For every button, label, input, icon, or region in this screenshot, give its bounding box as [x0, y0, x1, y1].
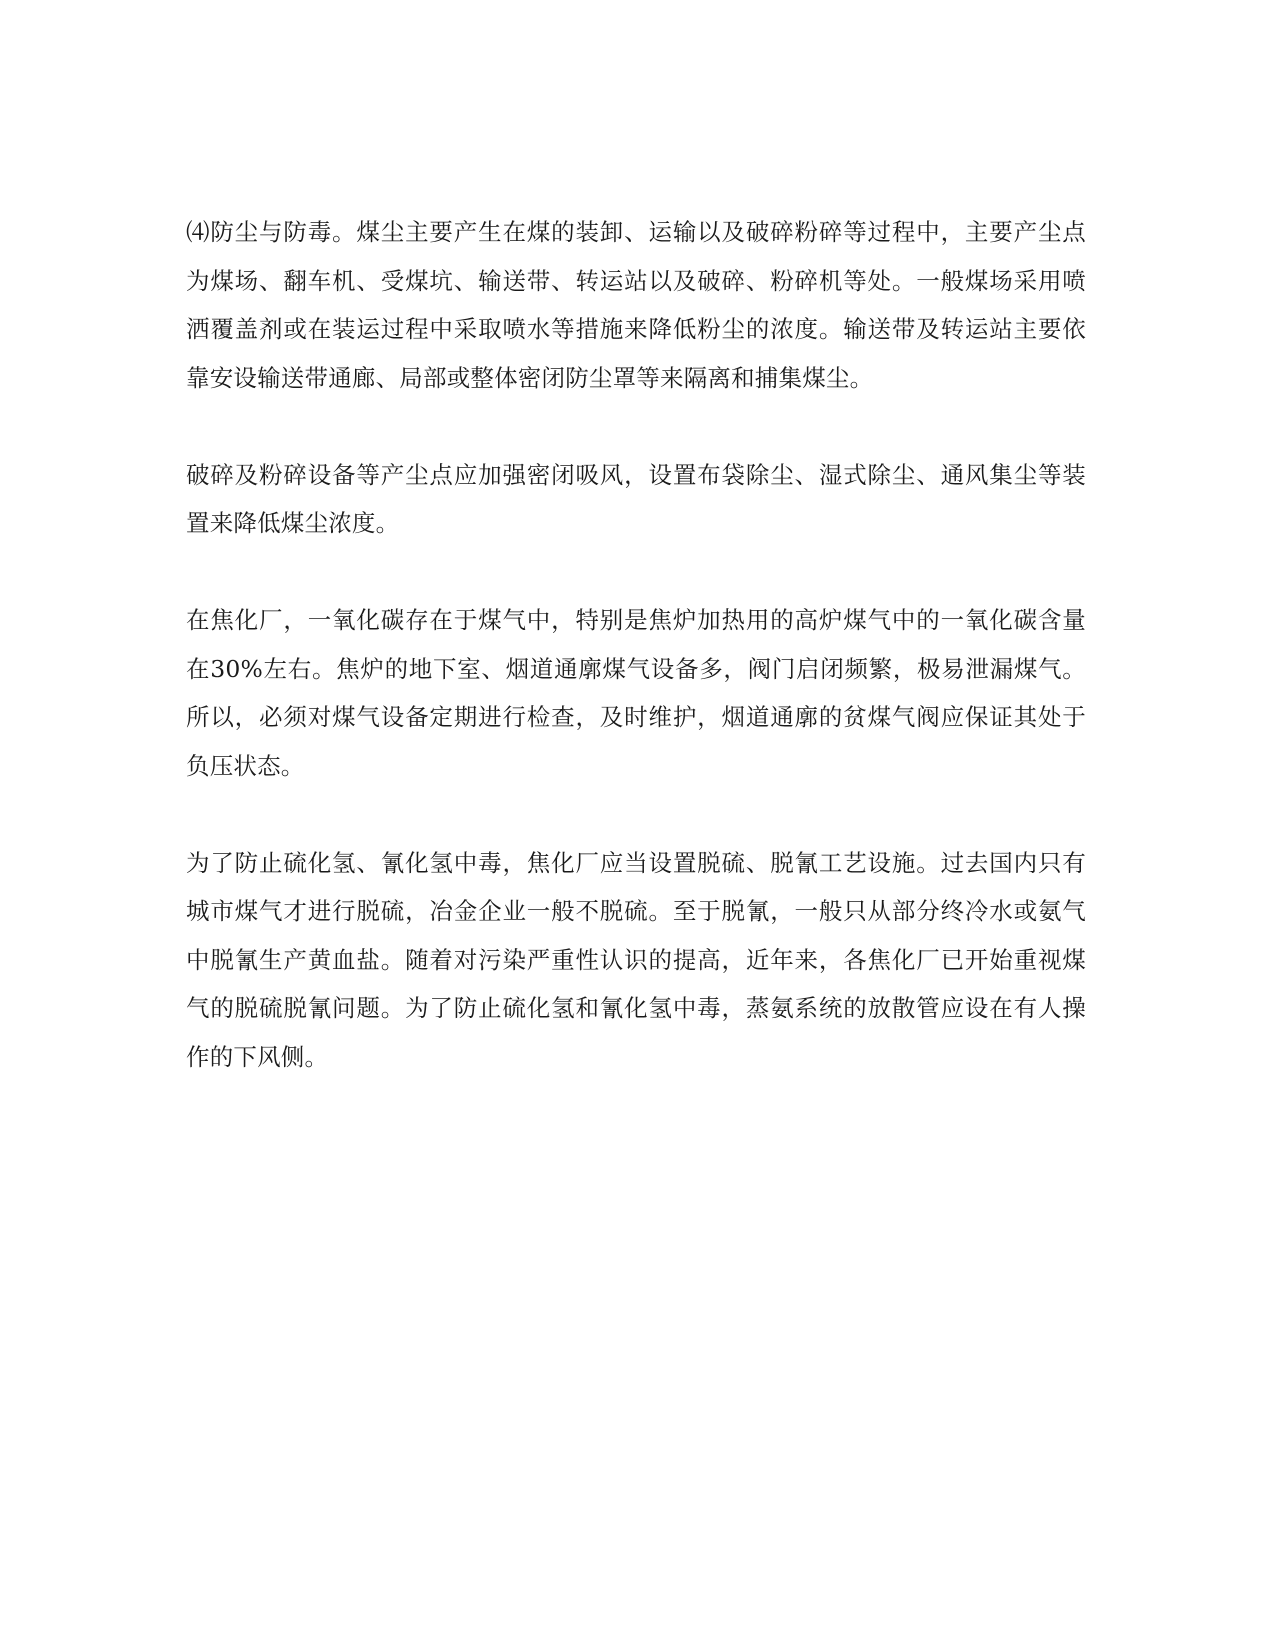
paragraph-spacer [186, 402, 1086, 451]
paragraph-carbon-monoxide: 在焦化厂，一氧化碳存在于煤气中，特别是焦炉加热用的高炉煤气中的一氧化碳含量在30%左右。焦炉的地下室、烟道通廓煤气设备多，阀门启闭频繁，极易泄漏煤气。所以，必须对煤气设备定期进行检查，及时维护，烟道通廓的贫煤气阀应保证其处于负压状态。 [186, 606, 1086, 780]
paragraph-crushing-equipment: 破碎及粉碎设备等产尘点应加强密闭吸风，设置布袋除尘、湿式除尘、通风集尘等装置来降低煤尘浓度。 [186, 460, 1086, 537]
paragraph-desulfurization: 为了防止硫化氢、氰化氢中毒，焦化厂应当设置脱硫、脱氰工艺设施。过去国内只有城市煤气才进行脱硫，冶金企业一般不脱硫。至于脱氰，一般只从部分终冷水或氨气中脱氰生产黄血盐。随着对污染严重性认识的提高，近年来，各焦化厂已开始重视煤气的脱硫脱氰问题。为了防止硫化氢和氰化氢中毒，蒸氨系统的放散管应设在有人操作的下风侧。 [186, 848, 1086, 1071]
paragraph-spacer [186, 790, 1086, 839]
paragraph-dust-and-poison-prevention: ⑷防尘与防毒。煤尘主要产生在煤的装卸、运输以及破碎粉碎等过程中，主要产尘点为煤场、翻车机、受煤坑、输送带、转运站以及破碎、粉碎机等处。一般煤场采用喷洒覆盖剂或在装运过程中采取喷水等措施来降低粉尘的浓度。输送带及转运站主要依靠安设输送带通廊、局部或整体密闭防尘罩等来隔离和捕集煤尘。 [186, 218, 1086, 392]
document-body [186, 208, 1086, 1081]
paragraph-spacer [186, 548, 1086, 597]
